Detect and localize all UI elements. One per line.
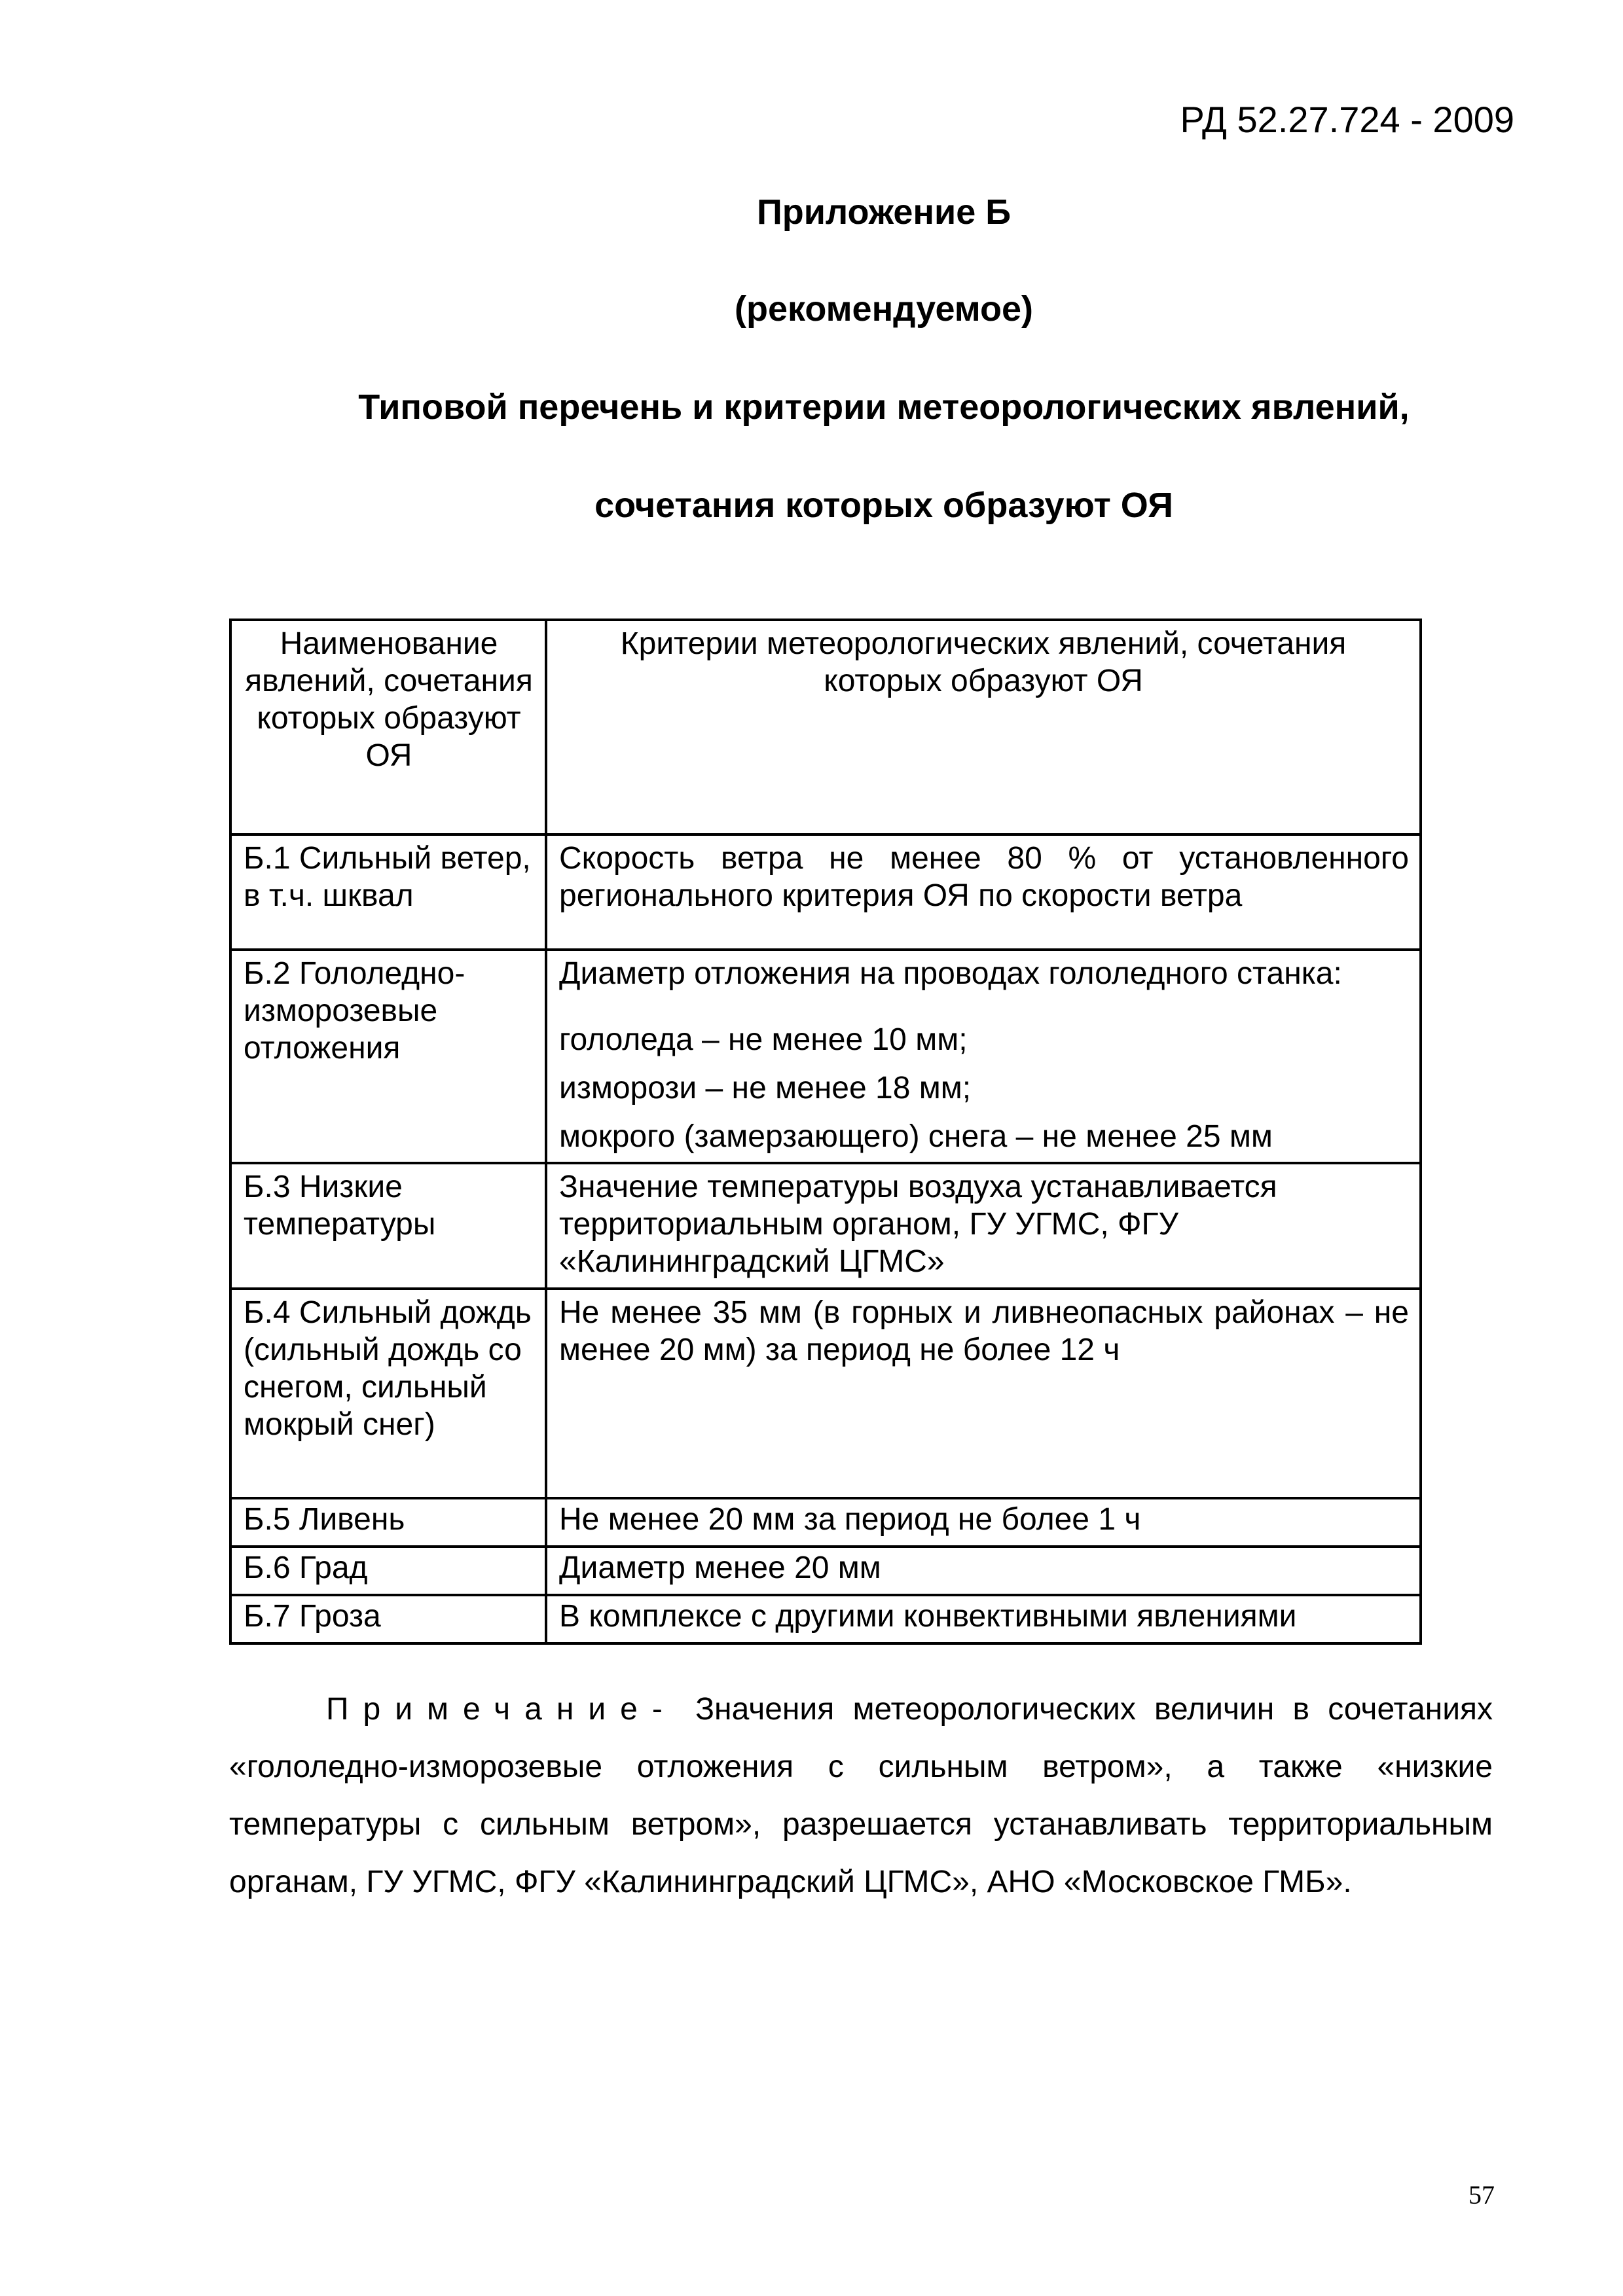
table-row [230, 1498, 1421, 1547]
table-row [230, 1595, 1421, 1643]
table-row [230, 950, 1421, 1163]
phenomenon-criteria [546, 950, 1421, 1163]
table-row [230, 1547, 1421, 1595]
criteria-line: мокрого (замерзающего) снега – не менее 25 мм [559, 1119, 1273, 1154]
table-header-row [230, 620, 1421, 834]
phenomenon-criteria: В комплексе с другими конвективными явлениями [546, 1595, 1421, 1643]
column-header-phenomena: Наименование явлений, сочетания которых образуют ОЯ [230, 620, 546, 834]
phenomenon-name: Б.1 Сильный ветер, в т.ч. шквал [230, 834, 546, 950]
note-lead: Примечание- [326, 1692, 677, 1727]
phenomenon-name: Б.5 Ливень [230, 1498, 546, 1547]
phenomenon-criteria: Диаметр менее 20 мм [546, 1547, 1421, 1595]
phenomenon-name: Б.2 Гололедно-изморозевые отложения [230, 950, 546, 1163]
appendix-title-line-2: сочетания которых образуют ОЯ [594, 486, 1173, 525]
page-number: 57 [1468, 2180, 1495, 2210]
column-header-criteria: Критерии метеорологических явлений, сочетания которых образуют ОЯ [546, 620, 1421, 834]
phenomenon-criteria: Значение температуры воздуха устанавливается территориальным органом, ГУ УГМС, ФГУ «Калининградский ЦГМС» [546, 1163, 1421, 1289]
phenomenon-name: Б.4 Сильный дождь (сильный дождь со снегом, сильный мокрый снег) [230, 1289, 546, 1498]
criteria-table [229, 619, 1422, 1645]
phenomenon-criteria: Скорость ветра не менее 80 % от установленного регионального критерия ОЯ по скорости ветра [546, 834, 1421, 950]
criteria-line: изморози – не менее 18 мм; [559, 1071, 972, 1105]
criteria-line: Диаметр отложения на проводах гололедного станка: [559, 956, 1342, 991]
table-row [230, 1289, 1421, 1498]
appendix-heading: Приложение Б [756, 192, 1012, 232]
phenomenon-criteria: Не менее 20 мм за период не более 1 ч [546, 1498, 1421, 1547]
phenomenon-name: Б.3 Низкие температуры [230, 1163, 546, 1289]
appendix-status: (рекомендуемое) [735, 289, 1033, 329]
table-note [229, 1681, 1493, 1911]
criteria-line: гололеда – не менее 10 мм; [559, 1022, 968, 1057]
phenomenon-name: Б.6 Град [230, 1547, 546, 1595]
table-row [230, 1163, 1421, 1289]
document-code: РД 52.27.724 - 2009 [1180, 99, 1514, 140]
appendix-title-line-1: Типовой перечень и критерии метеорологических явлений, [358, 387, 1410, 427]
table-row [230, 834, 1421, 950]
note-text: Значения метеорологических величин в сочетаниях «гололедно-изморозевые отложения с сильным ветром», а также «низкие температуры с сильным ветром», разрешается устанавливать территориальным органам, ГУ УГМС, ФГУ «Калининградский ЦГМС», АНО «Московское ГМБ». [229, 1692, 1493, 1899]
phenomenon-name: Б.7 Гроза [230, 1595, 546, 1643]
phenomenon-criteria: Не менее 35 мм (в горных и ливнеопасных районах – не менее 20 мм) за период не более 12 ч [546, 1289, 1421, 1498]
